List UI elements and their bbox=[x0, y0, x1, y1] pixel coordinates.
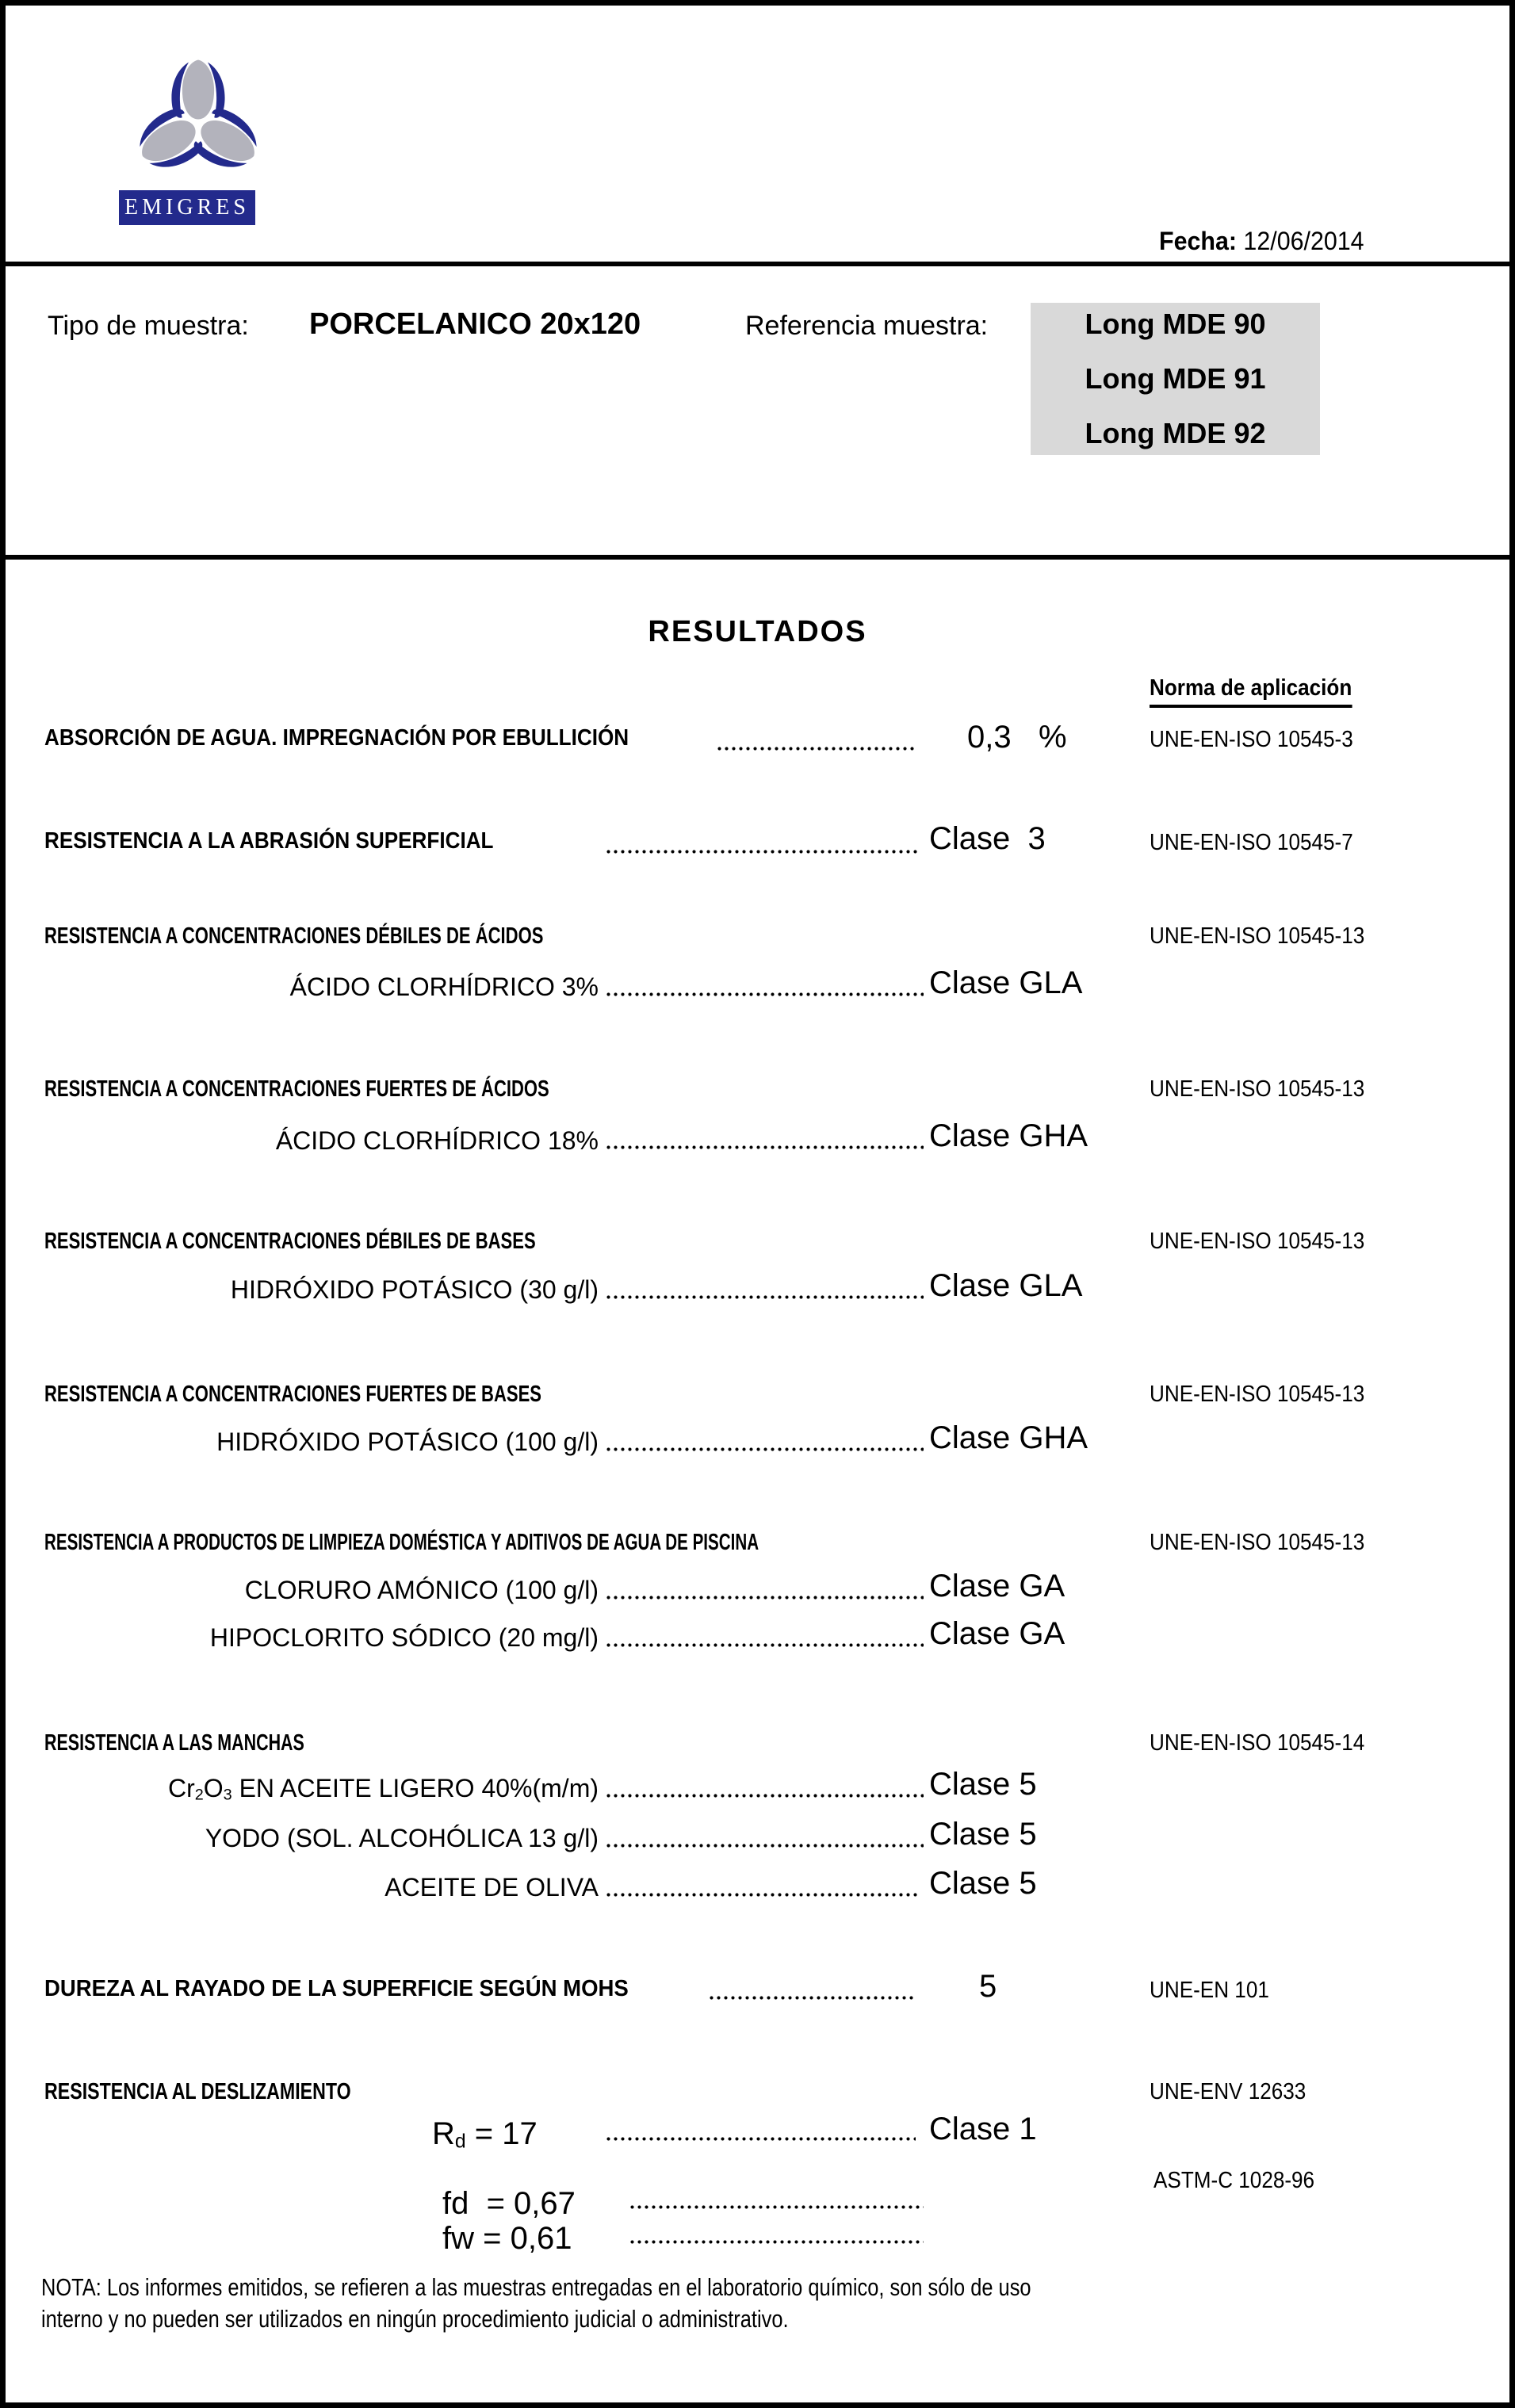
dotted-leader bbox=[606, 1844, 924, 1848]
test-sub-label: HIDRÓXIDO POTÁSICO (30 g/l) bbox=[230, 1275, 599, 1304]
test-label-absorcion: ABSORCIÓN DE AGUA. IMPREGNACIÓN POR EBULLICIÓN bbox=[44, 725, 629, 751]
separator-line-top bbox=[0, 262, 1515, 266]
test-sub-label: ACEITE DE OLIVA bbox=[384, 1873, 599, 1902]
test-norm-limpieza: UNE-EN-ISO 10545-13 bbox=[1150, 1530, 1365, 1555]
subscript: 2 bbox=[194, 1786, 204, 1804]
test-sub-value: Clase 5 bbox=[929, 1817, 1037, 1852]
fd-equation: fd = 0,67 bbox=[442, 2186, 576, 2221]
tipo-muestra-label: Tipo de muestra: bbox=[48, 311, 249, 341]
dotted-leader bbox=[606, 1295, 924, 1299]
test-norm-absorcion: UNE-EN-ISO 10545-3 bbox=[1150, 727, 1353, 752]
subscript: d bbox=[454, 2131, 466, 2153]
dotted-leader bbox=[606, 1794, 924, 1798]
referencia-item: Long MDE 90 bbox=[1085, 308, 1266, 340]
test-sub-value: Clase GLA bbox=[929, 1268, 1083, 1303]
rd-class-value: Clase 1 bbox=[929, 2112, 1037, 2146]
test-label-dureza: DUREZA AL RAYADO DE LA SUPERFICIE SEGÚN MOHS bbox=[44, 1976, 629, 2001]
test-unit-absorcion: % bbox=[1039, 720, 1067, 755]
fecha-value: 12/06/2014 bbox=[1236, 227, 1364, 255]
test-label-bases-fuertes: RESISTENCIA A CONCENTRACIONES FUERTES DE BASES bbox=[44, 1382, 541, 1407]
emigres-logo-wordmark: EMIGRES bbox=[119, 190, 255, 225]
test-sub-label: ÁCIDO CLORHÍDRICO 18% bbox=[275, 1126, 599, 1155]
test-norm-deslizamiento: UNE-ENV 12633 bbox=[1150, 2079, 1306, 2104]
test-sub-value: Clase GA bbox=[929, 1616, 1065, 1651]
dotted-leader bbox=[717, 747, 916, 751]
test-sub-value: Clase GLA bbox=[929, 965, 1083, 1000]
test-label-limpieza: RESISTENCIA A PRODUCTOS DE LIMPIEZA DOMÉSTICA Y ADITIVOS DE AGUA DE PISCINA bbox=[44, 1530, 759, 1555]
results-title: RESULTADOS bbox=[648, 615, 867, 648]
dotted-leader bbox=[606, 1893, 920, 1897]
test-sub-label: HIPOCLORITO SÓDICO (20 mg/l) bbox=[209, 1623, 599, 1652]
test-label-deslizamiento: RESISTENCIA AL DESLIZAMIENTO bbox=[44, 2079, 351, 2104]
dotted-leader bbox=[606, 850, 920, 854]
test-label-acidos-fuertes: RESISTENCIA A CONCENTRACIONES FUERTES DE ÁCIDOS bbox=[44, 1076, 549, 1102]
test-norm-acidos-debiles: UNE-EN-ISO 10545-13 bbox=[1150, 923, 1365, 949]
test-sub-value: Clase GA bbox=[929, 1569, 1065, 1603]
dotted-leader bbox=[606, 1447, 924, 1451]
fw-equation: fw = 0,61 bbox=[442, 2221, 572, 2256]
test-sub-label-cr2o3: Cr2O3 EN ACEITE LIGERO 40%(m/m) bbox=[167, 1774, 599, 1804]
test-norm-dureza: UNE-EN 101 bbox=[1150, 1978, 1269, 2003]
test-value-abrasion: Clase 3 bbox=[929, 821, 1046, 856]
nota-line-2: interno y no pueden ser utilizados en ningún procedimiento judicial o administrativo. bbox=[41, 2305, 789, 2333]
norma-aplicacion-header: Norma de aplicación bbox=[1150, 675, 1352, 708]
test-label-abrasion: RESISTENCIA A LA ABRASIÓN SUPERFICIAL bbox=[44, 828, 494, 854]
tipo-muestra-value: PORCELANICO 20x120 bbox=[309, 308, 641, 341]
test-value-dureza: 5 bbox=[979, 1969, 997, 2004]
subscript: 3 bbox=[223, 1786, 232, 1804]
test-norm-acidos-fuertes: UNE-EN-ISO 10545-13 bbox=[1150, 1076, 1365, 1102]
referencia-item: Long MDE 92 bbox=[1085, 417, 1266, 449]
dotted-leader bbox=[630, 2205, 924, 2209]
test-label-bases-debiles: RESISTENCIA A CONCENTRACIONES DÉBILES DE BASES bbox=[44, 1229, 536, 1254]
test-sub-value: Clase 5 bbox=[929, 1866, 1037, 1901]
test-label-manchas: RESISTENCIA A LAS MANCHAS bbox=[44, 1730, 304, 1756]
dotted-leader bbox=[710, 1996, 916, 2000]
test-label-acidos-debiles: RESISTENCIA A CONCENTRACIONES DÉBILES DE ÁCIDOS bbox=[44, 923, 544, 949]
test-norm-manchas: UNE-EN-ISO 10545-14 bbox=[1150, 1730, 1365, 1756]
dotted-leader bbox=[606, 1145, 924, 1149]
referencia-muestra-label: Referencia muestra: bbox=[745, 311, 989, 341]
referencia-muestra-box bbox=[1031, 303, 1320, 455]
separator-line-middle bbox=[0, 555, 1515, 560]
test-norm-abrasion: UNE-EN-ISO 10545-7 bbox=[1150, 830, 1353, 855]
test-sub-label: HIDRÓXIDO POTÁSICO (100 g/l) bbox=[216, 1428, 599, 1456]
fecha-line bbox=[1159, 227, 1364, 256]
dotted-leader bbox=[606, 992, 924, 996]
test-norm-bases-fuertes: UNE-EN-ISO 10545-13 bbox=[1150, 1382, 1365, 1407]
test-value-absorcion: 0,3 bbox=[967, 720, 1012, 755]
dotted-leader bbox=[606, 1596, 924, 1600]
rd-equation: Rd = 17 bbox=[432, 2116, 538, 2153]
dotted-leader bbox=[606, 2137, 916, 2141]
test-sub-label: YODO (SOL. ALCOHÓLICA 13 g/l) bbox=[205, 1824, 599, 1852]
test-sub-value: Clase GHA bbox=[929, 1118, 1088, 1153]
test-norm-bases-debiles: UNE-EN-ISO 10545-13 bbox=[1150, 1229, 1365, 1254]
emigres-logo-icon bbox=[139, 41, 258, 185]
fecha-label: Fecha: bbox=[1159, 227, 1237, 255]
referencia-item: Long MDE 91 bbox=[1085, 362, 1266, 395]
test-sub-value: Clase 5 bbox=[929, 1767, 1037, 1802]
test-sub-label: CLORURO AMÓNICO (100 g/l) bbox=[244, 1576, 599, 1604]
test-sub-label: ÁCIDO CLORHÍDRICO 3% bbox=[289, 973, 599, 1001]
astm-norm: ASTM-C 1028-96 bbox=[1153, 2168, 1315, 2193]
nota-line-1: NOTA: Los informes emitidos, se refieren a las muestras entregadas en el laboratorio químico, son sólo de uso bbox=[41, 2273, 1031, 2301]
dotted-leader bbox=[606, 1643, 924, 1647]
test-sub-value: Clase GHA bbox=[929, 1420, 1088, 1455]
dotted-leader bbox=[630, 2240, 924, 2244]
